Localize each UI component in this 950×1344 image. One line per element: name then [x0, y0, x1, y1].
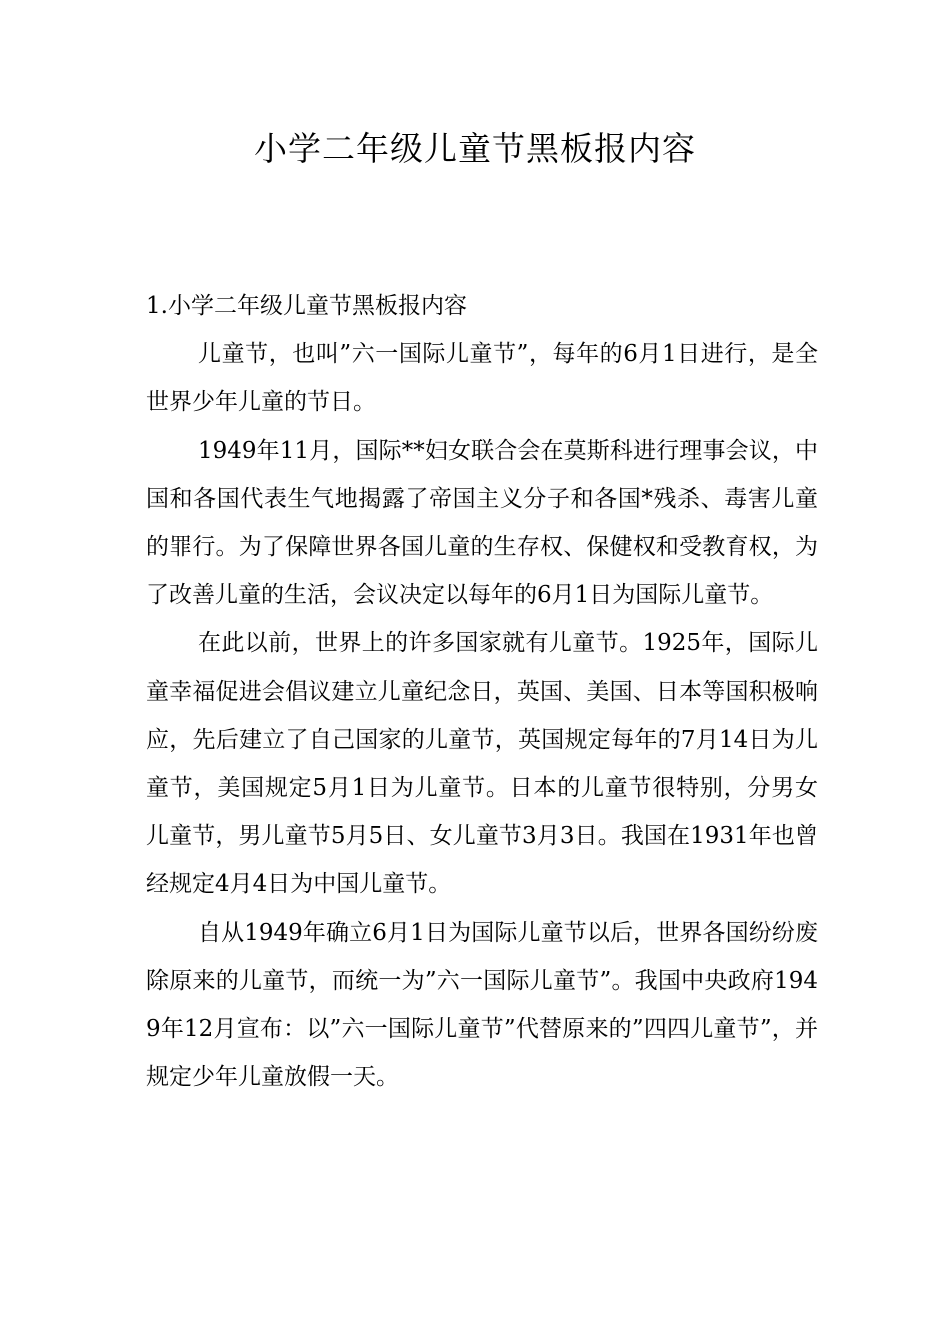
- paragraph-unification: 自从1949年确立6月1日为国际儿童节以后，世界各国纷纷废除原来的儿童节，而统一为”六一国际儿童节”。我国中央政府1949年12月宣布：以”六一国际儿童节”代替原来的”四四儿童节”，并规定少年儿童放假一天。: [146, 919, 818, 1091]
- document-body: [146, 282, 818, 1101]
- paragraph-definition: 儿童节，也叫”六一国际儿童节”，每年的6月1日进行，是全世界少年儿童的节日。: [146, 341, 818, 416]
- document-title: 小学二年级儿童节黑板报内容: [254, 129, 696, 168]
- paragraph-history-1949: 1949年11月，国际**妇女联合会在莫斯科进行理事会议，中国和各国代表生气地揭露了帝国主义分子和各国*残杀、毒害儿童的罪行。为了保障世界各国儿童的生存权、保健权和受教育权，为了改善儿童的生活，会议决定以每年的6月1日为国际儿童节。: [146, 437, 818, 609]
- paragraph-other-countries: 在此以前，世界上的许多国家就有儿童节。1925年，国际儿童幸福促进会倡议建立儿童纪念日，英国、美国、日本等国积极响应，先后建立了自己国家的儿童节，英国规定每年的7月14日为儿童节，美国规定5月1日为儿童节。日本的儿童节很特别，分男女儿童节，男儿童节5月5日、女儿童节3月3日。我国在1931年也曾经规定4月4日为中国儿童节。: [146, 630, 818, 898]
- section-heading: 1.小学二年级儿童节黑板报内容: [146, 293, 467, 319]
